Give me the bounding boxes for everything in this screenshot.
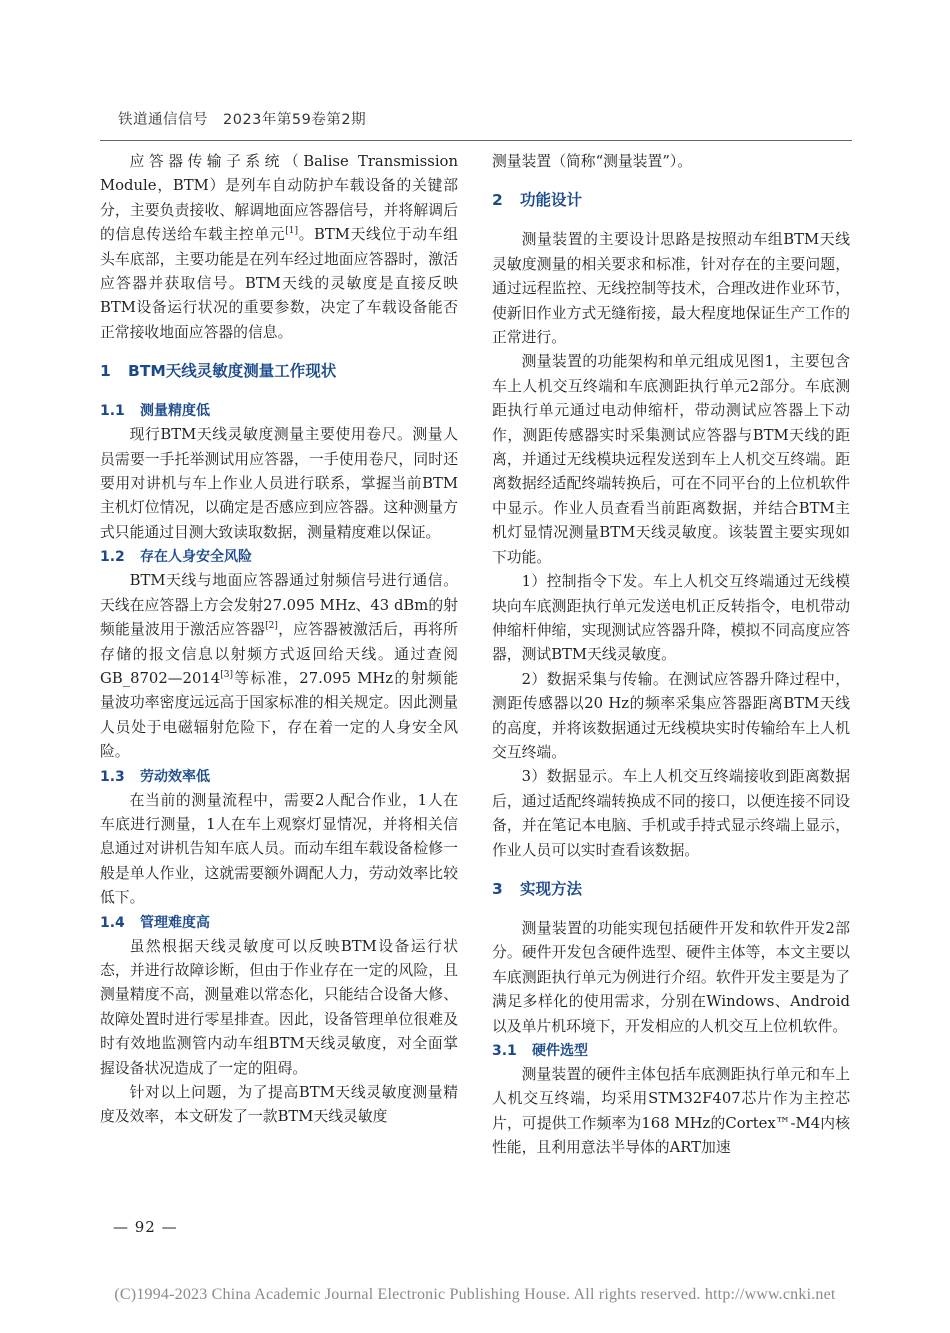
subsection-heading-1-1: 1.1 测量精度低: [100, 403, 210, 420]
right-column: [492, 150, 850, 1161]
paragraph: 测量装置的功能架构和单元组成见图1，主要包含车上人机交互终端和车底测距执行单元2部分。车底测距执行单元通过电动伸缩杆，带动测试应答器上下动作，测距传感器实时采集测试应答器与BTM天线的距离，并通过无线模块远程发送到车上人机交互终端。距离数据经适配终端转换后，可在不同平台的上位机软件中显示。作业人员查看当前距离数据，并结合BTM主机灯显情况测量BTM天线灵敏度。该装置主要实现如下功能。: [492, 353, 850, 566]
paragraph: BTM天线与地面应答器通过射频信号进行通信。天线在应答器上方会发射27.095 MHz、43 dBm的射频能量波用于激活应答器[2]，应答器被激活后，再将所存储的报文信息以射频方式返回给天线。通过查阅GB_8702—2014[3]等标准，27.095 MHz的射频能量波功率密度远远高于国家标准的相关规定。因此测量人员处于电磁辐射危险下，存在着一定的人身安全风险。: [100, 572, 458, 761]
paragraph: 测量装置的功能实现包括硬件开发和软件开发2部分。硬件开发包含硬件选型、硬件主体等，本文主要以车底测距执行单元为例进行介绍。软件开发主要是为了满足多样化的使用需求，分别在Windows、Android以及单片机环境下，开发相应的人机交互上位机软件。: [492, 919, 850, 1035]
paragraph: 现行BTM天线灵敏度测量主要使用卷尺。测量人员需要一手托举测试用应答器，一手使用卷尺，同时还要用对讲机与车上作业人员进行联系，掌握当前BTM主机灯位情况，以确定是否感应到应答器。这种测量方式只能通过目测大致读取数据，测量精度难以保证。: [100, 426, 458, 541]
subsection-heading-1-4: 1.4 管理难度高: [100, 914, 210, 931]
paragraph: 虽然根据天线灵敏度可以反映BTM设备运行状态，并进行故障诊断，但由于作业存在一定的风险，且测量精度不高，测量难以常态化，只能结合设备大修、故障处置时进行零星排查。因此，设备管理单位很难及时有效地监测管内动车组BTM天线灵敏度，对全面掌握设备状况造成了一定的阻碍。: [100, 937, 458, 1077]
citation-ref[interactable]: [3]: [220, 669, 233, 680]
section-heading-1: 1 BTM天线灵敏度测量工作现状: [100, 362, 337, 381]
subsection-heading-1-3: 1.3 劳动效率低: [100, 768, 210, 785]
paragraph: 测量装置的硬件主体包括车底测距执行单元和车上人机交互终端，均采用STM32F407芯片作为主控芯片，可提供工作频率为168 MHz的Cortex™-M4内核性能，且利用意法半导体的ART加速: [492, 1066, 850, 1157]
copyright-footer: (C)1994-2023 China Academic Journal Electronic Publishing House. All rights reserved. http://www.cnki.net: [114, 1286, 836, 1303]
paragraph: 2）数据采集与传输。在测试应答器升降过程中，测距传感器以20 Hz的频率采集应答器距离BTM天线的高度，并将该数据通过无线模块实时传输给车上人机交互终端。: [492, 670, 850, 761]
subsection-heading-3-1: 3.1 硬件选型: [492, 1043, 588, 1059]
subsection-heading-1-2: 1.2 存在人身安全风险: [100, 549, 252, 566]
paragraph: 3）数据显示。车上人机交互终端接收到距离数据后，通过适配终端转换成不同的接口，以便连接不同设备，并在笔记本电脑、手机或手持式显示终端上显示，作业人员可以实时查看该数据。: [492, 768, 850, 859]
intro-paragraph: 应答器传输子系统（Balise Transmission Module，BTM）是列车自动防护车载设备的关键部分，主要负责接收、解调地面应答器信号，并将解调后的信息传送给车载主控单元[1]。BTM天线位于动车组头车底部，主要功能是在列车经过地面应答器时，激活应答器并获取信号。BTM天线的灵敏度是直接反映BTM设备运行状况的重要参数，决定了车载设备能否正常接收地面应答器的信息。: [100, 153, 458, 341]
paragraph-continuation: 测量装置（简称“测量装置”）。: [492, 153, 693, 170]
page-number: — 92 —: [113, 1218, 178, 1236]
citation-ref[interactable]: [1]: [285, 226, 298, 237]
section-heading-3: 3 实现方法: [492, 879, 583, 898]
paragraph: 1）控制指令下发。车上人机交互终端通过无线模块向车底测距执行单元发送电机正反转指令，电机带动伸缩杆伸缩，实现测试应答器升降，模拟不同高度应答器，测试BTM天线灵敏度。: [492, 573, 850, 664]
left-column: [100, 150, 458, 1130]
paragraph: 在当前的测量流程中，需要2人配合作业，1人在车底进行测量，1人在车上观察灯显情况，并将相关信息通过对讲机告知车底人员。而动车组车载设备检修一般是单人作业，这就需要额外调配人力，劳动效率比较低下。: [100, 791, 458, 907]
header-divider: [100, 140, 852, 141]
paragraph: 测量装置的主要设计思路是按照动车组BTM天线灵敏度测量的相关要求和标准，针对存在的主要问题，通过远程监控、无线控制等技术，合理改进作业环节，使新旧作业方式无缝衔接，最大程度地保证生产工作的正常进行。: [492, 231, 850, 347]
section-heading-2: 2 功能设计: [492, 191, 583, 210]
journal-header: 铁道通信信号 2023年第59卷第2期: [118, 112, 367, 128]
citation-ref[interactable]: [2]: [265, 621, 278, 632]
paragraph: 针对以上问题，为了提高BTM天线灵敏度测量精度及效率，本文研发了一款BTM天线灵敏度: [100, 1084, 458, 1126]
